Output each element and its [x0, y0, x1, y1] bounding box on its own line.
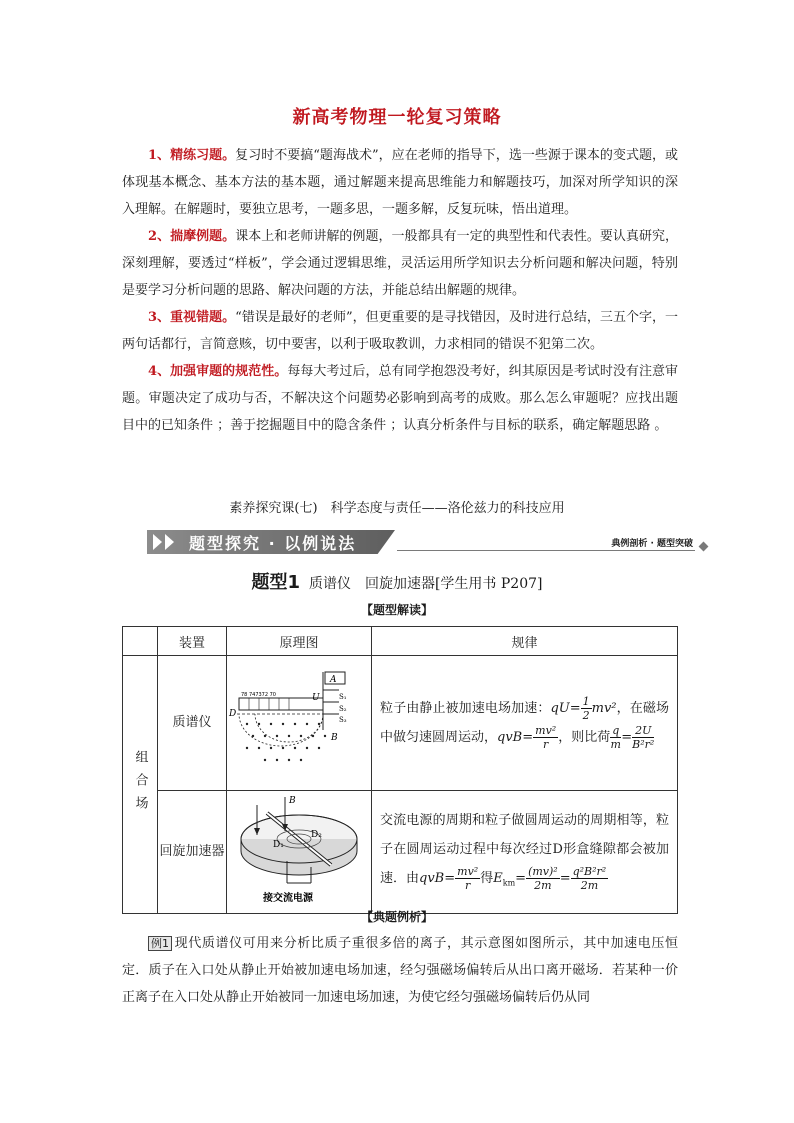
formula-text: = — [621, 730, 633, 745]
cyclotron-diagram — [227, 791, 371, 909]
numerator: 1 — [582, 695, 590, 708]
example-label: 【典题例析】 — [360, 910, 433, 924]
formula-text: qvB= — [497, 730, 534, 745]
principle-table — [122, 626, 678, 914]
mass-spectrometer-diagram-cell — [227, 656, 372, 791]
table-header-row — [123, 627, 678, 656]
interpretation-label: 【题型解读】 — [360, 603, 433, 617]
fraction — [610, 724, 621, 751]
fraction — [571, 865, 609, 892]
lesson-subtitle: 素养探究课(七) 科学态度与责任——洛伦兹力的科技应用 — [229, 501, 565, 516]
numerator: mv² — [457, 865, 479, 879]
section-banner — [147, 530, 707, 554]
label-d2: D₂ — [311, 830, 322, 840]
diagram-caption: 接交流电源 — [263, 893, 313, 904]
table-header: 原理图 — [227, 627, 372, 656]
numerator: q — [612, 724, 620, 737]
denominator: B²r² — [632, 738, 655, 751]
fraction — [455, 865, 480, 892]
label-s2: S₂ — [339, 705, 347, 713]
cyclotron-diagram-cell — [227, 791, 372, 914]
strategy-text: 复习时不要搞“题海战术”，应在老师的指导下，选一些源于课本的变式题，或体现基本概念、基本方法的基本题，通过解题来提高思维能力和解题技巧，加深对所学知识的深入理解。在解题时，要独立思考，一题多思，一题多解，反复玩味，悟出道理。 — [122, 148, 679, 217]
formula-text: = — [515, 871, 527, 887]
formula-text: E — [493, 871, 503, 887]
table-row — [123, 791, 678, 914]
fraction — [526, 865, 560, 892]
table-header: 规律 — [372, 627, 678, 656]
label-u: U — [312, 693, 320, 703]
banner-label: 题型探究 · 以例说法 — [189, 534, 357, 553]
denominator: r — [465, 879, 471, 893]
strategy-text: “错误是最好的老师”，但更重要的是寻找错因，及时进行总结，三五个字，一两句话都行，言简意赅，切中要害，以利于吸取教训，力求相同的错误不犯第二次。 — [122, 310, 679, 352]
strategy-paragraph-2 — [122, 223, 678, 304]
mass-spectrometer-rule — [372, 656, 678, 791]
formula-text: qU= — [550, 701, 581, 716]
strategy-text: 每每大考过后，总有同学抱怨没考好，纠其原因是考试时没有注意审题。审题决定了成功与否，不解决这个问题势必影响到高考的成败。那么怎么审题呢？应找出题目中的已知条件 ；善于挖掘题目中的隐含条件 ；认真分析条件与目标的联系，确定解题思路 。 — [122, 364, 678, 433]
label-s3: S₃ — [339, 716, 347, 724]
rule-text: ，在磁场中做匀速圆周运动， — [380, 701, 669, 745]
example-paragraph — [122, 930, 678, 1011]
strategy-lead: 2、揣摩例题。 — [148, 229, 236, 244]
type-heading — [0, 568, 794, 594]
banner-right-label: 典例剖析 · 题型突破 — [611, 539, 693, 549]
rule-text: 粒子由静止被加速电场加速： — [380, 701, 551, 716]
type-heading-text: 质谱仪 回旋加速器[学生用书 P207] — [308, 576, 543, 592]
banner-rule — [397, 550, 695, 551]
table-header — [123, 627, 158, 656]
strategy-lead: 4、加强审题的规范性。 — [148, 364, 288, 379]
cyclotron-rule — [372, 791, 678, 914]
diamond-icon — [699, 542, 709, 552]
diagram-numbers: 78 747372 70 — [241, 692, 276, 698]
mass-spectrometer-diagram — [227, 656, 371, 786]
label-a: A — [330, 675, 337, 685]
numerator: mv² — [535, 724, 557, 737]
numerator: q²B²r² — [572, 865, 607, 879]
formula-text: = — [559, 871, 571, 887]
formula-subscript: km — [502, 878, 516, 888]
numerator: (mv)² — [528, 865, 558, 879]
formula-text: qvB= — [419, 871, 456, 887]
fraction — [533, 724, 558, 751]
fraction — [632, 724, 654, 751]
strategy-lead: 3、重视错题。 — [148, 310, 236, 325]
example-text: 现代质谱仪可用来分析比质子重很多倍的离子，其示意图如图所示，其中加速电压恒定．质子在入口处从静止开始被加速电场加速，经匀强磁场偏转后从出口离开磁场．若某种一价正离子在入口处从静止开始被同一加速电场加速，为使它经匀强磁场偏转后仍从同 — [122, 936, 678, 1005]
label-d: D — [229, 709, 237, 719]
device-name: 回旋加速器 — [158, 791, 227, 914]
fraction — [581, 695, 592, 722]
denominator: m — [610, 738, 621, 751]
rule-text: 交流电源的周期和粒子做圆周运动的周期相等，粒子在圆周运动过程中每次经过D形盒缝隙都会被加速．由 — [380, 813, 669, 887]
type-heading-prefix: 题型1 — [251, 572, 301, 593]
table-header: 装置 — [158, 627, 227, 656]
label-b: B — [289, 796, 296, 806]
group-label: 组合场 — [123, 656, 158, 914]
denominator: 2m — [534, 879, 552, 893]
strategy-paragraph-3 — [122, 304, 678, 358]
denominator: 2m — [580, 879, 599, 893]
strategy-paragraph-1 — [122, 142, 678, 223]
example-tag: 例1 — [148, 936, 172, 951]
label-s1: S₁ — [339, 693, 347, 701]
numerator: 2U — [632, 724, 654, 738]
strategy-paragraph-4 — [122, 358, 678, 439]
formula-text: mv² — [591, 701, 617, 716]
strategy-lead: 1、精练习题。 — [148, 148, 236, 163]
denominator: r — [543, 738, 549, 751]
chevron-right-icon — [153, 534, 162, 550]
device-name: 质谱仪 — [158, 656, 227, 791]
strategy-text: 课本上和老师讲解的例题，一般都具有一定的典型性和代表性。要认真研究，深刻理解，要透过“样板”，学会通过逻辑思维，灵活运用所学知识去分析问题和解决问题，特别是要学习分析问题的思路、解决问题的方法，并能总结出解题的规律。 — [122, 229, 678, 298]
rule-text: ，则比荷 — [558, 730, 611, 745]
rule-text: 得 — [480, 871, 494, 887]
chevron-right-icon — [165, 534, 174, 550]
table-row — [123, 656, 678, 791]
denominator: 2 — [582, 709, 590, 722]
label-d1: D₁ — [273, 840, 284, 850]
label-b: B — [331, 733, 338, 743]
page-title: 新高考物理一轮复习策略 — [292, 107, 502, 128]
